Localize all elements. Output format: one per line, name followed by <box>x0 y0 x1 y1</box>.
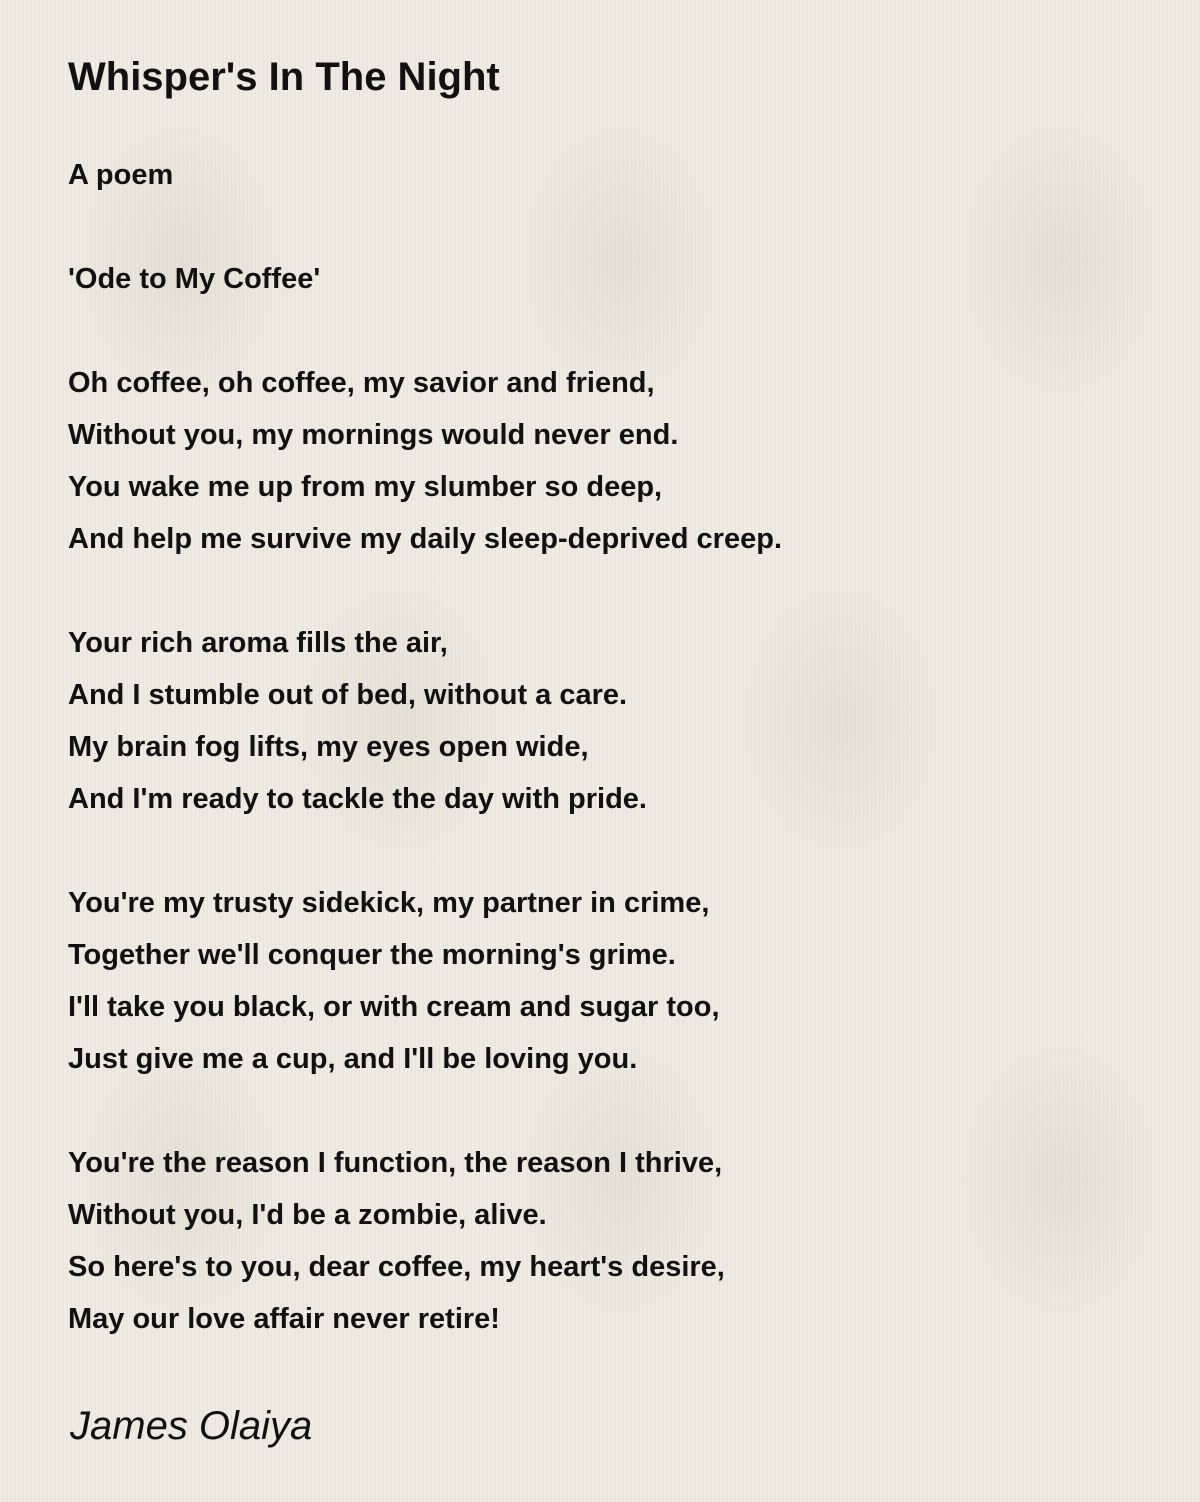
poem-line: Together we'll conquer the morning's grime. <box>68 939 676 971</box>
poem-line: You wake me up from my slumber so deep, <box>68 471 663 503</box>
poem-line: Without you, my mornings would never end. <box>68 419 679 451</box>
poem-line: My brain fog lifts, my eyes open wide, <box>68 731 589 763</box>
poem-line: Your rich aroma fills the air, <box>68 627 448 659</box>
poem-line: You're the reason I function, the reason I thrive, <box>68 1147 723 1179</box>
poem-line: Oh coffee, oh coffee, my savior and friend, <box>68 367 655 399</box>
stanza-4 <box>68 1146 725 1354</box>
poem-line: May our love affair never retire! <box>68 1303 500 1335</box>
stanza-3 <box>68 886 720 1094</box>
poem-subtitle: A poem <box>68 159 174 191</box>
stanza-2 <box>68 626 647 834</box>
stanza-1 <box>68 366 782 574</box>
poem-heading: 'Ode to My Coffee' <box>68 263 321 295</box>
poem-author: James Olaiya <box>70 1404 313 1448</box>
poem-line: I'll take you black, or with cream and sugar too, <box>68 991 720 1023</box>
poem-line: And help me survive my daily sleep-deprived creep. <box>68 523 782 555</box>
poem-title: Whisper's In The Night <box>68 55 500 99</box>
poem-line: Just give me a cup, and I'll be loving you. <box>68 1043 638 1075</box>
poem-line: And I stumble out of bed, without a care. <box>68 679 628 711</box>
poem-line: You're my trusty sidekick, my partner in crime, <box>68 887 710 919</box>
poem-line: And I'm ready to tackle the day with pride. <box>68 783 647 815</box>
poem-line: Without you, I'd be a zombie, alive. <box>68 1199 547 1231</box>
poem-line: So here's to you, dear coffee, my heart's desire, <box>68 1251 725 1283</box>
